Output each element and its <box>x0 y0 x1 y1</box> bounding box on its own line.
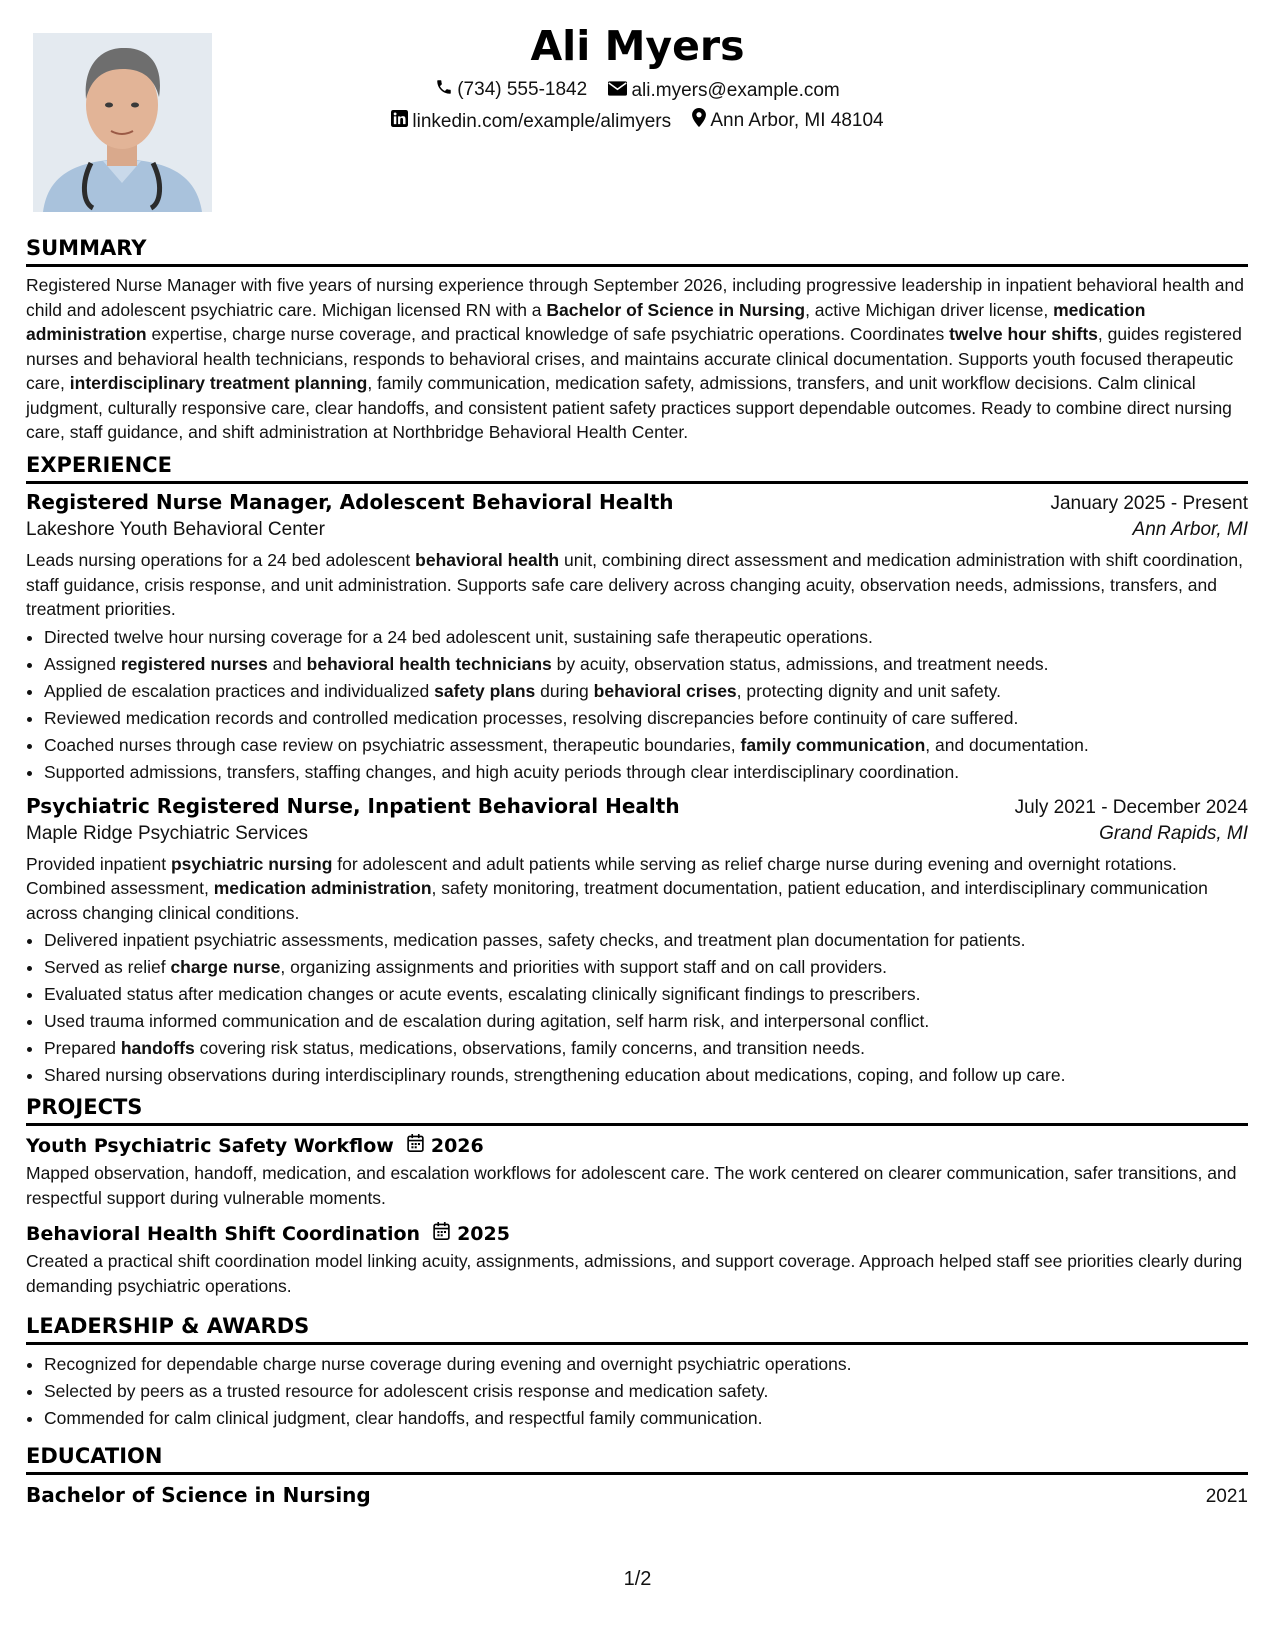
contact-line-1 <box>0 78 1275 102</box>
location-text: Ann Arbor, MI 48104 <box>710 109 884 131</box>
leadership-section <box>26 1314 1248 1432</box>
text-run: during <box>535 680 594 701</box>
location-contact <box>692 108 883 133</box>
section-title: EDUCATION <box>26 1444 1248 1475</box>
section-title: PROJECTS <box>26 1095 1248 1126</box>
project-year: 2025 <box>457 1222 510 1245</box>
text-run: , protecting dignity and unit safety. <box>736 680 1001 701</box>
summary-section <box>26 236 1248 445</box>
job-header <box>26 794 1248 819</box>
list-item <box>44 705 1248 732</box>
text-run: Shared nursing observations during interdisciplinary rounds, strengthening education about medications, coping, and follow up care. <box>44 1065 1066 1085</box>
graduation-year: 2021 <box>1205 1486 1248 1507</box>
text-run: expertise, charge nurse coverage, and practical knowledge of safe psychiatric operations. Coordinates <box>146 324 950 344</box>
envelope-icon <box>608 80 631 102</box>
email-contact[interactable] <box>608 80 839 102</box>
section-title: LEADERSHIP & AWARDS <box>26 1314 1248 1345</box>
bold-text: psychiatric nursing <box>170 853 333 874</box>
text-run: Delivered inpatient psychiatric assessments, medication passes, safety checks, and treatment plan documentation for patients. <box>44 930 1026 950</box>
map-pin-icon <box>692 108 710 133</box>
bold-text: handoffs <box>120 1038 195 1058</box>
bold-text: medication administration <box>26 299 1146 344</box>
text-run: Directed twelve hour nursing coverage for a 24 bed adolescent unit, sustaining safe therapeutic operations. <box>44 626 873 647</box>
project-year: 2026 <box>430 1134 484 1157</box>
project-title: Behavioral Health Shift Coordination <box>26 1222 421 1245</box>
job-dates: January 2025 - Present <box>1050 493 1248 514</box>
list-item <box>44 954 1248 981</box>
text-run: , guides registered nurses and behavioral health technicians, responds to behavioral crises, and maintains accurate clinical documentation. Supports youth focused therapeutic care, <box>26 324 1242 393</box>
bold-text: interdisciplinary treatment planning <box>69 373 368 393</box>
text-run: , safety monitoring, treatment documentation, patient education, and interdisciplinary communication across changing clinical conditions. <box>26 878 1208 923</box>
linkedin-icon <box>391 110 412 133</box>
bold-text: charge nurse <box>170 957 281 977</box>
calendar-icon <box>420 1222 457 1245</box>
job-organization: Maple Ridge Psychiatric Services <box>26 822 308 844</box>
text-run: Evaluated status after medication changes or acute events, escalating clinically significant findings to prescribers. <box>44 984 921 1004</box>
project-description: Created a practical shift coordination model linking acuity, assignments, admissions, and support coverage. Approach helped staff see priorities clearly during demanding psychiatric operations. <box>26 1251 1243 1296</box>
list-item <box>44 624 1248 651</box>
bold-text: Bachelor of Science in Nursing <box>546 299 806 320</box>
text-run: , organizing assignments and priorities with support staff and on call providers. <box>280 957 888 977</box>
job-organization: Lakeshore Youth Behavioral Center <box>26 519 325 540</box>
text-run: for adolescent and adult patients while serving as relief charge nurse during evening and overnight rotations. Combined assessment, <box>26 853 1177 898</box>
text-run: Coached nurses through case review on psychiatric assessment, therapeutic boundaries, <box>44 734 741 755</box>
text-run: Assigned <box>44 653 121 674</box>
list-item: • Commended for calm clinical judgment, clear handoffs, and respectful family communication. <box>44 1405 1248 1432</box>
experience-section <box>26 453 1248 1089</box>
bold-text: registered nurses <box>120 653 268 674</box>
job-dates: July 2021 - December 2024 <box>1014 796 1248 818</box>
contact-line-2 <box>0 108 1275 133</box>
job-entry <box>26 794 1248 1090</box>
text-run: and <box>267 653 307 674</box>
list-item <box>44 678 1248 705</box>
text-run: , and documentation. <box>925 734 1089 755</box>
email-address[interactable]: ali.myers@example.com <box>631 80 840 101</box>
page-number: 1/2 <box>623 1568 652 1590</box>
summary-text <box>26 273 1248 445</box>
job-description <box>26 548 1248 622</box>
phone-contact <box>435 78 587 102</box>
phone-icon <box>435 78 457 102</box>
list-item <box>44 651 1248 678</box>
list-item <box>44 732 1248 759</box>
job-title: Psychiatric Registered Nurse, Inpatient Behavioral Health <box>26 793 680 818</box>
text-run: , family communication, medication safety, admissions, transfers, and unit workflow decisions. Calm clinical judgment, culturally responsive care, clear handoffs, and consistent patient safety practices support dependable outcomes. Ready to combine direct nursing care, staff guidance, and shift administration at Northbridge Behavioral Health Center. <box>26 373 1232 442</box>
bold-text: family communication <box>740 734 926 755</box>
text-run: Applied de escalation practices and individualized <box>44 680 435 701</box>
section-title: EXPERIENCE <box>26 453 1248 484</box>
job-entry <box>26 490 1248 786</box>
job-subheader <box>26 519 1248 541</box>
education-section <box>26 1444 1248 1508</box>
text-run: by acuity, observation status, admissions, and treatment needs. <box>551 653 1049 674</box>
text-run: covering risk status, medications, observations, family concerns, and transition needs. <box>194 1038 865 1058</box>
text-run: , active Michigan driver license, <box>805 299 1054 320</box>
degree-name: Bachelor of Science in Nursing <box>26 1483 371 1507</box>
project-header <box>26 1222 1248 1245</box>
list-item <box>44 1062 1248 1089</box>
text-run: Provided inpatient <box>26 853 171 874</box>
education-entry <box>26 1483 1248 1508</box>
text-run: Leads nursing operations for a 24 bed adolescent <box>26 550 416 570</box>
calendar-icon <box>394 1134 431 1157</box>
list-item: • Recognized for dependable charge nurse coverage during evening and overnight psychiatric operations. <box>44 1351 1248 1378</box>
leadership-list <box>26 1351 1248 1432</box>
text-run: Registered Nurse Manager with five years of nursing experience through September 2026, including progressive leadership in inpatient behavioral health and child and adolescent psychiatric care. Michigan licensed RN with a <box>26 275 1244 320</box>
project-entry <box>26 1222 1248 1298</box>
bold-text: behavioral crises <box>593 680 737 701</box>
job-description <box>26 852 1248 926</box>
text-run: Served as relief <box>44 957 171 977</box>
job-header <box>26 490 1248 515</box>
linkedin-url[interactable]: linkedin.com/example/alimyers <box>412 110 672 132</box>
list-item <box>44 927 1248 954</box>
list-item: • Selected by peers as a trusted resource for adolescent crisis response and medication safety. <box>44 1378 1248 1405</box>
projects-section <box>26 1095 1248 1298</box>
job-location: Ann Arbor, MI <box>1132 519 1248 540</box>
job-bullets <box>26 624 1248 786</box>
project-header <box>26 1134 1248 1157</box>
list-item <box>44 981 1248 1008</box>
job-title: Registered Nurse Manager, Adolescent Behavioral Health <box>26 490 674 514</box>
candidate-name: Ali Myers <box>530 22 745 70</box>
project-entry <box>26 1134 1248 1210</box>
bold-text: safety plans <box>434 680 536 701</box>
text-run: Used trauma informed communication and de escalation during agitation, self harm risk, and interpersonal conflict. <box>44 1011 930 1031</box>
job-location: Grand Rapids, MI <box>1099 822 1248 844</box>
bold-text: twelve hour shifts <box>949 324 1098 344</box>
job-bullets <box>26 927 1248 1089</box>
bold-text: medication administration <box>213 878 432 898</box>
text-run: Prepared <box>44 1038 121 1058</box>
project-title: Youth Psychiatric Safety Workflow <box>26 1134 394 1157</box>
text-run: unit, combining direct assessment and medication administration with shift coordination, staff guidance, crisis response, and unit administration. Supports safe care delivery across changing acuity, observation needs, admissions, transfers, and treatment priorities. <box>26 550 1243 619</box>
linkedin-contact[interactable] <box>391 110 671 133</box>
project-description: Mapped observation, handoff, medication, and escalation workflows for adolescent care. The work centered on clearer communication, safer transitions, and respectful support during vulnerable moments. <box>26 1163 1237 1208</box>
list-item <box>44 759 1248 786</box>
phone-number: (734) 555-1842 <box>457 79 588 100</box>
job-subheader <box>26 823 1248 845</box>
text-run: Reviewed medication records and controlled medication processes, resolving discrepancies before continuity of care suffered. <box>44 707 1019 728</box>
list-item <box>44 1035 1248 1062</box>
bold-text: behavioral health technicians <box>306 653 552 674</box>
list-item <box>44 1008 1248 1035</box>
text-run: Supported admissions, transfers, staffing changes, and high acuity periods through clear interdisciplinary coordination. <box>44 761 960 782</box>
section-title: SUMMARY <box>26 236 1248 267</box>
bold-text: behavioral health <box>415 550 560 570</box>
